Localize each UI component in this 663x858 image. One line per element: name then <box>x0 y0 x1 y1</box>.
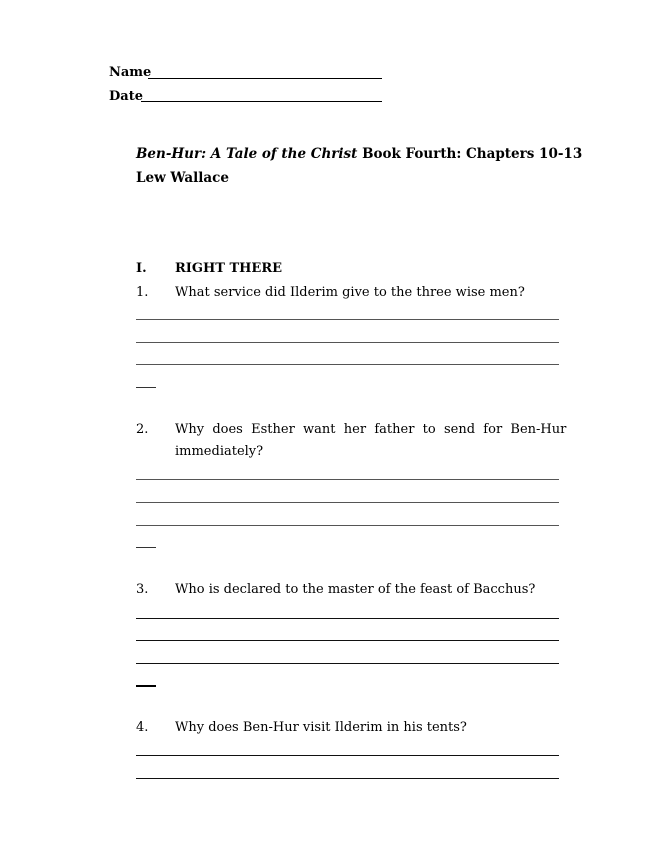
question-3-text: Who is declared to the master of the feast of Bacchus? <box>175 582 536 597</box>
question-4-number: 4. <box>136 720 149 735</box>
question-1-text: What service did Ilderim give to the three wise men? <box>175 285 525 300</box>
answer-line-end[interactable] <box>136 387 156 388</box>
answer-line-end[interactable] <box>136 547 156 548</box>
answer-line[interactable] <box>136 525 559 526</box>
answer-line[interactable] <box>136 640 559 641</box>
question-3-number: 3. <box>136 582 149 597</box>
question-4-text: Why does Ben-Hur visit Ilderim in his tents? <box>175 720 467 735</box>
answer-line[interactable] <box>136 778 559 779</box>
answer-line[interactable] <box>136 618 559 619</box>
name-label: Name <box>109 65 152 80</box>
question-2-number: 2. <box>136 422 149 437</box>
section-numeral: I. <box>136 261 147 276</box>
date-field[interactable] <box>141 101 382 102</box>
answer-line[interactable] <box>136 319 559 320</box>
name-field[interactable] <box>148 78 382 79</box>
question-2-text-line1: Why does Esther want her father to send for Ben-Hur <box>175 422 567 437</box>
answer-line[interactable] <box>136 755 559 756</box>
answer-line[interactable] <box>136 342 559 343</box>
answer-line-end[interactable] <box>136 685 156 687</box>
author-name: Lew Wallace <box>136 170 229 186</box>
answer-line[interactable] <box>136 663 559 664</box>
answer-line[interactable] <box>136 479 559 480</box>
answer-line[interactable] <box>136 364 559 365</box>
question-1-number: 1. <box>136 285 149 300</box>
date-label: Date <box>109 89 143 104</box>
section-heading: RIGHT THERE <box>175 261 283 276</box>
answer-line[interactable] <box>136 502 559 503</box>
question-2-text-line2: immediately? <box>175 444 264 459</box>
worksheet-title <box>136 146 582 162</box>
book-title: Ben-Hur: A Tale of the Christ <box>136 146 358 162</box>
book-section: Book Fourth: Chapters 10-13 <box>357 146 583 162</box>
